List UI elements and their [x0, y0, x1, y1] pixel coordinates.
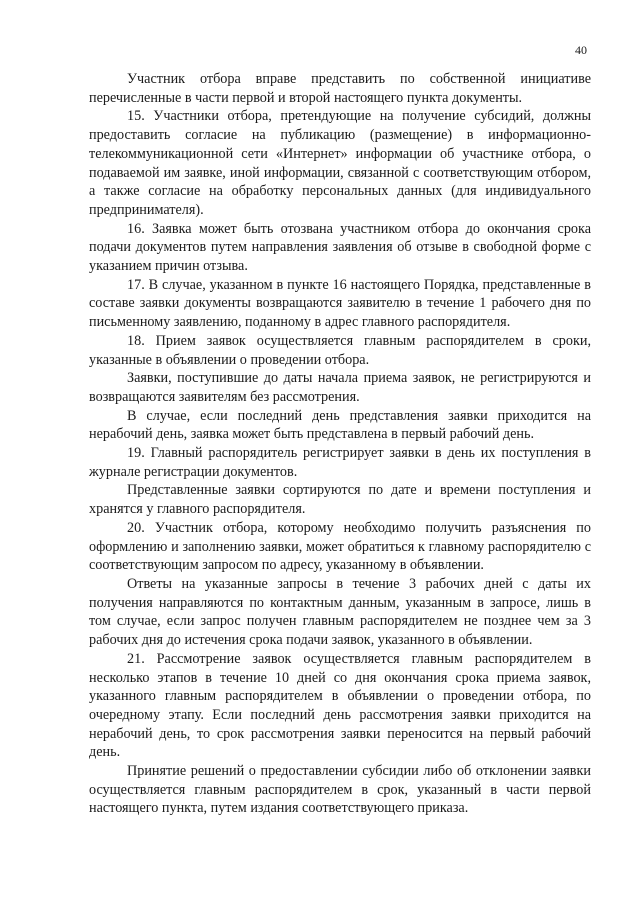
- paragraph-item-21-part-2: Принятие решений о предоставлении субсидии либо об отклонении заявки осуществляется главным распорядителем в срок, указанный в части первой настоящего пункта, путем издания соответствующего приказа.: [89, 763, 591, 817]
- paragraph-item-20-part-2: Ответы на указанные запросы в течение 3 рабочих дней с даты их получения направляются по контактным данным, указанным в запросе, лишь в том случае, если запрос получен главным распорядителем не позднее чем за 3 рабочих дня до истечения срока подачи заявок, указанного в объявлении.: [89, 575, 591, 649]
- page-number: 40: [575, 43, 587, 57]
- document-body: [89, 70, 591, 818]
- paragraph-item-18: 18. Прием заявок осуществляется главным распорядителем в сроки, указанные в объявлении о проведении отбора.: [89, 332, 591, 368]
- paragraph-intro: Участник отбора вправе представить по собственной инициативе перечисленные в части первой и второй настоящего пункта документы.: [89, 71, 591, 106]
- paragraph-item-18-part-2: Заявки, поступившие до даты начала приема заявок, не регистрируются и возвращаются заявителям без рассмотрения.: [89, 370, 591, 405]
- paragraph-item-19-part-2: Представленные заявки сортируются по дате и времени поступления и хранятся у главного распорядителя.: [89, 482, 591, 518]
- paragraph-item-15: 15. Участники отбора, претендующие на получение субсидий, должны предоставить согласие на публикацию (размещение) в информационно-телекоммуникационной сети «Интернет» информации об участнике отбора, о подаваемой им заявке, иной информации, связанной с соответствующим отбором, а также согласие на обработку персональных данных (для индивидуального предпринимателя).: [89, 108, 591, 218]
- paragraph-item-20: 20. Участник отбора, которому необходимо получить разъяснения по оформлению и заполнению заявки, может обратиться к главному распорядителю с соответствующим запросом по адресу, указанному в объявлении.: [89, 519, 591, 574]
- paragraph-item-21: 21. Рассмотрение заявок осуществляется главным распорядителем в несколько этапов в течение 10 дней со дня окончания срока приема заявок, указанного главным распорядителем в объявлении о проведении отбора, по очередному этапу. Если последний день рассмотрения заявки приходится на нерабочий день, то срок рассмотрения заявки переносится на первый рабочий день.: [89, 650, 591, 761]
- paragraph-item-17: 17. В случае, указанном в пункте 16 настоящего Порядка, представленные в составе заявки документы возвращаются заявителю в течение 1 рабочего дня по письменному заявлению, поданному в адрес главного распорядителя.: [89, 276, 591, 331]
- paragraph-item-18-part-3: В случае, если последний день представления заявки приходится на нерабочий день, заявка может быть представлена в первый рабочий день.: [89, 407, 591, 443]
- paragraph-item-19: 19. Главный распорядитель регистрирует заявки в день их поступления в журнале регистрации документов.: [89, 445, 591, 480]
- paragraph-item-16: 16. Заявка может быть отозвана участником отбора до окончания срока подачи документов путем направления заявления об отзыве в свободной форме с указанием причин отзыва.: [89, 220, 591, 275]
